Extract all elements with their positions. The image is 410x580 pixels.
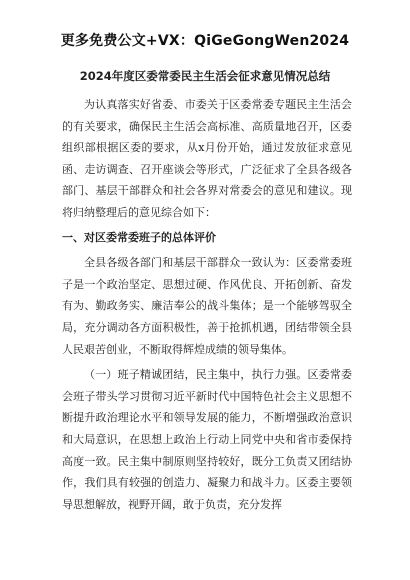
body-paragraph: （一）班子精诚团结，民主集中，执行力强。区委常委会班子带头学习贯彻习近平新时代中国特色社会主义思想不断提升政治理论水平和领导发展的能力，不断增强政治意识和大局意识，在思想上政治上行动上同党中央和省市委保持高度一致。民主集中制原则坚持较好，既分工负责又团结协作，我们具有较强的创造力、凝聚力和战斗力。区委主要领导思想解放，视野开阔，敢于负责，充分发挥: [62, 368, 352, 511]
intro-paragraph: 为认真落实好省委、市委关于区委常委专题民主生活会的有关要求，确保民主生活会高标准、高质量地召开，区委组织部根据区委的要求，从x月份开始，通过发放征求意见函、走访调查、召开座谈会等形式，广泛征求了全县各级各部门、基层干部群众和社会各界对常委会的意见和建议。现将归纳整理后的意见综合如下：: [62, 98, 352, 219]
section-heading: 一、对区委常委班子的总体评价: [62, 230, 216, 244]
document-title: 2024年度区委常委民主生活会征求意见情况总结: [79, 69, 331, 83]
body-paragraph: 全县各级各部门和基层干部群众一致认为：区委常委班子是一个政治坚定、思想过硬、作风优良、开拓创新、奋发有为、勤政务实、廉洁奉公的战斗集体；是一个能够驾驭全局，充分调动各方面积极性，善于抢抓机遇，团结带领全县人民艰苦创业，不断取得辉煌成绩的领导集体。: [62, 256, 352, 356]
promo-banner: 更多免费公文+VX：QiGeGongWen2024: [60, 33, 350, 49]
document-body: [62, 94, 352, 515]
